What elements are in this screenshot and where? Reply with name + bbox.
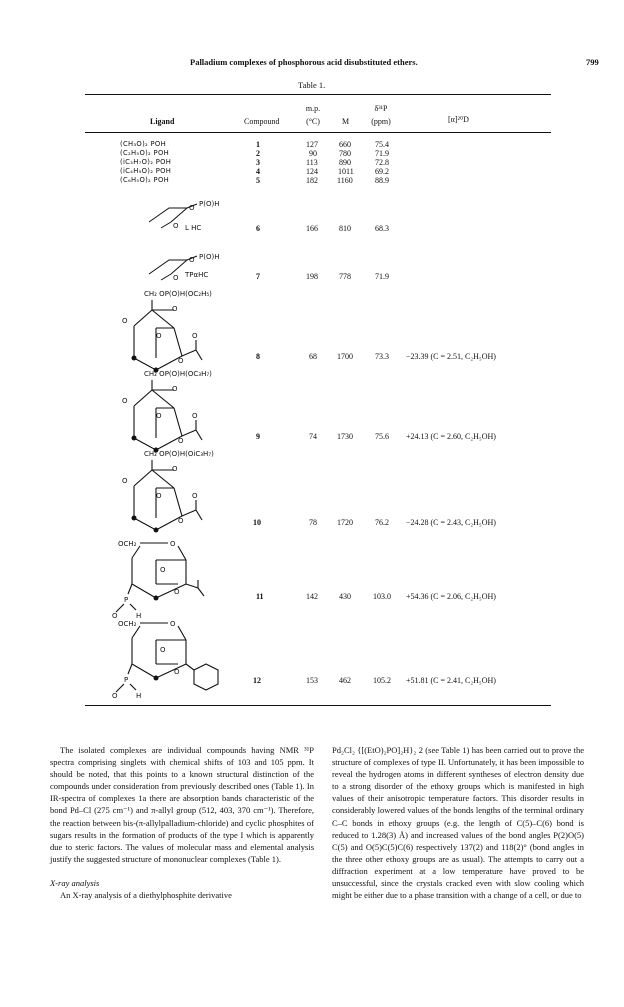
- s9-top-label: CH₂ OP(O)H(OC₃H₇): [144, 370, 212, 378]
- s10-ring-o1: O: [172, 465, 178, 473]
- mp-8: 68: [309, 352, 317, 361]
- m-3: 890: [339, 158, 351, 167]
- s11-p-o: O: [112, 612, 118, 620]
- structure-6: [135, 198, 245, 240]
- s10-atom-dot1: [132, 516, 137, 521]
- table-header-rule: [85, 132, 551, 133]
- m-1: 660: [339, 140, 351, 149]
- s9-ring-o1: O: [172, 385, 178, 393]
- m-9: 1730: [337, 432, 353, 441]
- delta-9: 75.6: [375, 432, 389, 441]
- mp-4: 124: [306, 167, 318, 176]
- mp-12: 153: [306, 676, 318, 685]
- body-left-column: [50, 744, 314, 901]
- structure-9: [112, 368, 252, 458]
- s12-ring-o1: O: [170, 620, 176, 628]
- compound-10: 10: [253, 518, 261, 527]
- compound-3: 3: [256, 158, 260, 167]
- compound-6: 6: [256, 224, 260, 233]
- s7-tag-label: TPαHC: [185, 271, 209, 279]
- s11-ring-o1: O: [170, 540, 176, 548]
- s9-ring-o3: O: [156, 412, 162, 420]
- s8-top-label: CH₂ OP(O)H(OC₂H₅): [144, 290, 212, 298]
- col-delta-unit: (ppm): [371, 117, 391, 126]
- delta-4: 69.2: [375, 167, 389, 176]
- s11-h-atom: H: [136, 612, 142, 620]
- s12-p-bonds: [116, 684, 136, 692]
- alpha-12: +51.81 (C = 2.41, C₂H₅OH): [406, 676, 496, 685]
- compound-11: 11: [256, 592, 264, 601]
- delta-3: 72.8: [375, 158, 389, 167]
- compound-5: 5: [256, 176, 260, 185]
- col-delta: δ³¹P: [374, 104, 388, 113]
- s9-atom-dot1: [132, 436, 137, 441]
- col-ligand: Ligand: [150, 117, 175, 126]
- mp-2: 90: [309, 149, 317, 158]
- mp-6: 166: [306, 224, 318, 233]
- s11-bonds: [128, 543, 204, 598]
- compound-1: 1: [256, 140, 260, 149]
- compound-7: 7: [256, 272, 260, 281]
- compound-8: 8: [256, 352, 260, 361]
- structure-8: [112, 288, 252, 378]
- col-compound: Compound: [244, 117, 280, 126]
- s8-atom-dot1: [132, 356, 137, 361]
- compound-12: 12: [253, 676, 261, 685]
- body-right-column: [332, 744, 584, 901]
- structure-12: [112, 616, 252, 702]
- mp-3: 113: [306, 158, 318, 167]
- s11-ring-o2: O: [160, 566, 166, 574]
- ligand-2: (C₂H₅O)₂ POH: [120, 149, 170, 157]
- delta-8: 73.3: [375, 352, 389, 361]
- delta-5: 88.9: [375, 176, 389, 185]
- s10-ring-o5: O: [178, 517, 184, 525]
- s8-ring-o5: O: [178, 357, 184, 365]
- ligand-4: (iC₄H₉O)₂ POH: [120, 167, 172, 175]
- m-11: 430: [339, 592, 351, 601]
- structure-10: [112, 448, 252, 538]
- col-mp: m.p.: [305, 104, 321, 113]
- s12-och2-label: OCH₂: [118, 620, 137, 628]
- m-10: 1720: [337, 518, 353, 527]
- body-left-last-line: An X-ray analysis of a diethylphosphite derivative: [60, 890, 232, 901]
- compound-9: 9: [256, 432, 260, 441]
- table-top-rule: [85, 94, 551, 95]
- s6-ring-o2: O: [173, 222, 179, 230]
- s7-p-label: P(O)H: [199, 253, 220, 261]
- page-number: 799: [586, 57, 599, 67]
- table-caption: Table 1.: [298, 80, 326, 90]
- m-8: 1700: [337, 352, 353, 361]
- s9-ring-o4: O: [192, 412, 198, 420]
- mp-1: 127: [306, 140, 318, 149]
- structure-7: [135, 252, 245, 288]
- s11-atom-dot: [154, 596, 159, 601]
- s8-ring-o3: O: [156, 332, 162, 340]
- s9-ring-o2: O: [122, 397, 128, 405]
- s8-ring-o2: O: [122, 317, 128, 325]
- delta-6: 68.3: [375, 224, 389, 233]
- s12-p-atom: P: [124, 676, 129, 684]
- structure-11: [112, 536, 252, 624]
- mp-11: 142: [306, 592, 318, 601]
- s12-p-o: O: [112, 692, 118, 700]
- s12-ring-o2: O: [160, 646, 166, 654]
- compound-2: 2: [256, 149, 260, 158]
- s6-tag-label: L HC: [185, 224, 202, 232]
- ligand-5: (C₆H₅O)₂ POH: [120, 176, 170, 184]
- delta-1: 75.4: [375, 140, 389, 149]
- s12-ring-o3: O: [174, 668, 180, 676]
- s11-ring-o3: O: [174, 588, 180, 596]
- ligand-3: (iC₃H₇O)₂ POH: [120, 158, 172, 166]
- delta-11: 103.0: [373, 592, 391, 601]
- body-left-paragraph: The isolated complexes are individual compounds having NMR ³¹P spectra comprising singlets with chemical shifts of 103 and 105 ppm. It should be noted, that this points to a known structural distinction of the compounds under consideration from previously described ones (Table 1). In IR-spectra of complexes 1a there are absorption bands characteristic of the bond Pd–Cl (275 cm⁻¹) and π-allyl group (512, 403, 370 cm⁻¹). Therefore, the reaction between bis-(π-allylpalladium-chloride) and cyclic phosphites of sugars results in the formation of products of the type I which is apparently due to steric factors. The values of molecular mass and elemental analysis justify the suggested structure of mononuclear complexes (Table 1).: [50, 745, 314, 864]
- delta-10: 76.2: [375, 518, 389, 527]
- s11-p-bonds: [116, 604, 136, 612]
- s10-ring-o2: O: [122, 477, 128, 485]
- s9-ring-o5: O: [178, 437, 184, 445]
- s10-ring-o4: O: [192, 492, 198, 500]
- delta-12: 105.2: [373, 676, 391, 685]
- delta-2: 71.9: [375, 149, 389, 158]
- m-5: 1160: [337, 176, 353, 185]
- alpha-8: −23.39 (C = 2.51, C₂H₅OH): [406, 352, 496, 361]
- mp-5: 182: [306, 176, 318, 185]
- alpha-9: +24.13 (C = 2.60, C₂H₅OH): [406, 432, 496, 441]
- delta-7: 71.9: [375, 272, 389, 281]
- s8-ring-o1: O: [172, 305, 178, 313]
- mp-7: 198: [306, 272, 318, 281]
- mp-10: 78: [309, 518, 317, 527]
- s10-ring-o3: O: [156, 492, 162, 500]
- col-mp-unit: (°C): [306, 117, 320, 126]
- s7-ring-o1: O: [189, 256, 195, 264]
- s11-och2-label: OCH₂: [118, 540, 137, 548]
- s6-bonds: [149, 208, 187, 222]
- m-12: 462: [339, 676, 351, 685]
- s8-ring-o4: O: [192, 332, 198, 340]
- compound-4: 4: [256, 167, 260, 176]
- table-bottom-rule: [85, 705, 551, 706]
- s12-cyclohexane: [194, 664, 218, 690]
- col-m: M: [342, 117, 350, 126]
- col-alpha: [α]²⁰D: [448, 115, 469, 124]
- running-title: Palladium complexes of phosphorous acid disubstituted ethers.: [190, 57, 418, 67]
- m-6: 810: [339, 224, 351, 233]
- body-right-paragraph: Pd₂Cl₂ {[(EtO)₂PO]₂H}₂ 2 (see Table 1) has been carried out to prove the structure of complexes of type II. Unfortunately, it has been impossible to reveal the hydrogen atoms in different syntheses of electron density due to a strong disorder of the ethoxy groups which is manifested in high values of their anisotropic temperature factors. This disorder results in considerably lowered values of the bonds lengths of the terminal ordinary C–C bonds in ethoxy groups (e.g. the length of C(5)–C(6) bond is reduced to 1.28(3) Å) and increased values of the bond angles P(2)O(5) C(5) and O(5)C(5)C(6) respectively 137(2) and 118(2)° (bond angles in the three other ethoxy groups are as usual). The attempts to carry out a diffraction experiment at a low temperature have proved to be unsuccessful, since the crystals cracked even with slow cooling which might be either due to a phase transition with a change of a cell, or due to: [332, 745, 584, 901]
- s12-atom-dot: [154, 676, 159, 681]
- s10-top-label: CH₂ OP(O)H(OiC₃H₇): [144, 450, 214, 458]
- m-7: 778: [339, 272, 351, 281]
- section-heading-xray: X-ray analysis: [50, 877, 100, 888]
- m-2: 780: [339, 149, 351, 158]
- m-4: 1011: [338, 167, 354, 176]
- s12-h-atom: H: [136, 692, 142, 700]
- ligand-1: (CH₃O)₂ POH: [120, 140, 166, 148]
- alpha-11: +54.36 (C = 2.06, C₂H₅OH): [406, 592, 496, 601]
- s6-p-label: P(O)H: [199, 200, 220, 208]
- s7-ring-o2: O: [173, 274, 179, 282]
- s10-atom-dot2: [154, 528, 159, 533]
- mp-9: 74: [309, 432, 317, 441]
- s6-ring-o1: O: [189, 204, 195, 212]
- s11-p-atom: P: [124, 596, 129, 604]
- alpha-10: −24.28 (C = 2.43, C₂H₅OH): [406, 518, 496, 527]
